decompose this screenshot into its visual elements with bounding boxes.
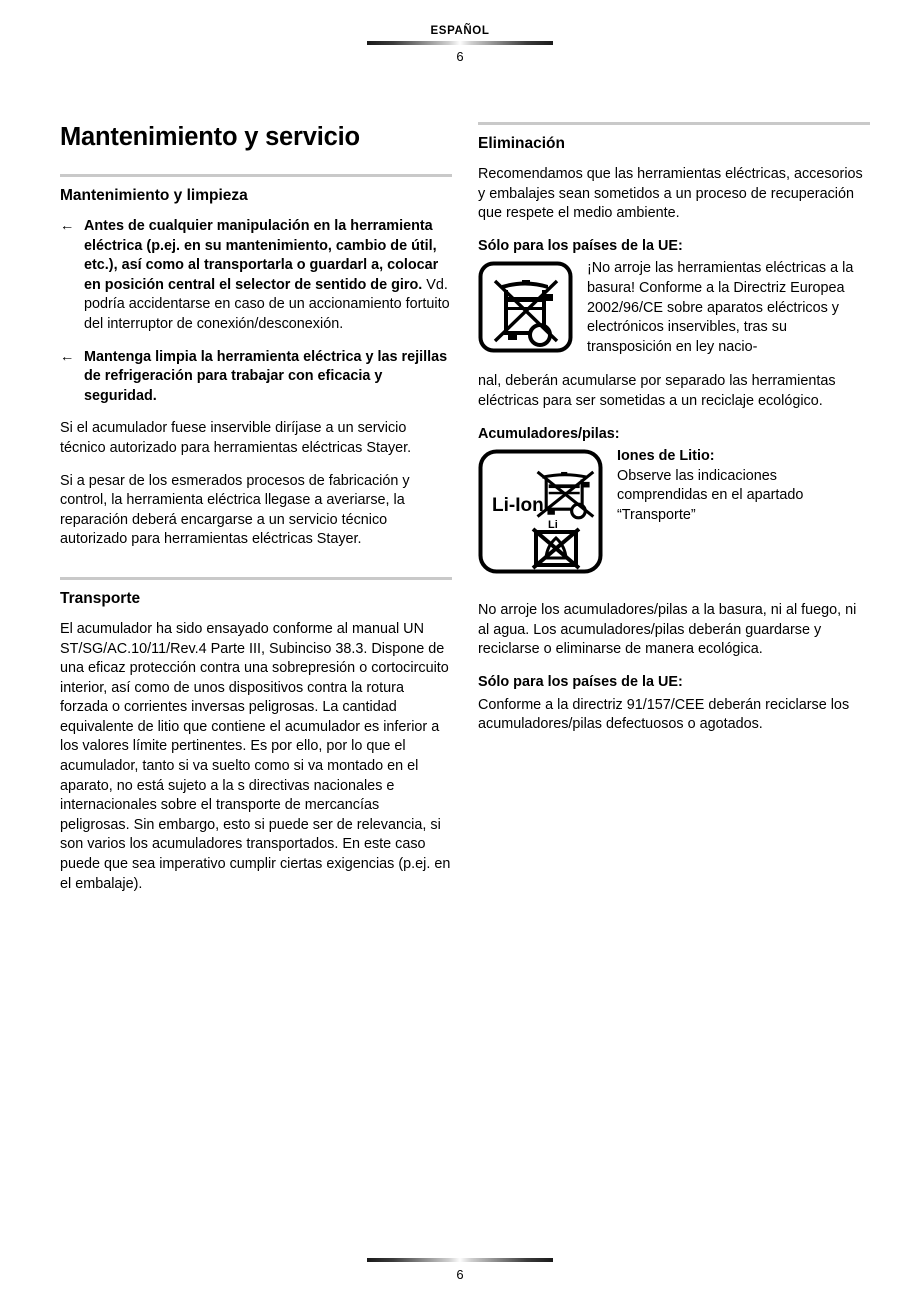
- paragraph-no-arroje: No arroje los acumuladores/pilas a la basura, ni al fuego, ni al agua. Los acumuladores/pilas deberán guardarse y reciclarse o eliminarse de manera ecológica.: [478, 602, 857, 658]
- li-ion-battery-disposal-icon: [478, 449, 603, 574]
- paragraph-eliminacion-intro: Recomendamos que las herramientas eléctricas, accesorios y embalajes sean sometidos a un proceso de recuperación que respete el medio ambiente.: [478, 166, 863, 222]
- subheading-solo-ue-pilas: Sólo para los países de la UE:: [478, 673, 683, 690]
- section-rule-transporte: [60, 577, 452, 580]
- weee-notice-block: [478, 259, 870, 360]
- paragraph-service-acumulador: Si el acumulador fuese inservible diríjase a un servicio técnico autorizado para herramientas eléctricas Stayer.: [60, 420, 412, 456]
- footer-rule: [367, 1258, 553, 1262]
- header-page-number: 6: [456, 49, 464, 64]
- list-item: [60, 217, 452, 335]
- arrow-left-icon: ←: [60, 218, 75, 234]
- section-rule-eliminacion: [478, 122, 870, 125]
- running-head: [0, 24, 920, 65]
- list-item-rest: Vd. podría accidentarse en caso de un accionamiento fortuito del interruptor de conexión/desconexión.: [84, 276, 450, 332]
- right-column: [478, 122, 870, 748]
- paragraph-service-reparacion: Si a pesar de los esmerados procesos de fabricación y control, la herramienta eléctrica llegase a averiarse, la reparación deberá encargarse a un servicio técnico autorizado para herramientas eléctricas Stayer.: [60, 472, 410, 548]
- page-title: Mantenimiento y servicio: [60, 123, 360, 151]
- heading-transporte: Transporte: [60, 589, 141, 607]
- liion-bin-sublabel: Li: [548, 519, 558, 532]
- header-rule: [367, 41, 553, 45]
- list-item-lead: Mantenga limpia la herramienta eléctrica y las rejillas de refrigeración para trabajar con eficacia y seguridad.: [84, 348, 448, 404]
- spacer: [478, 593, 870, 601]
- svg-text:Li-Ion: Li-Ion: [492, 495, 544, 517]
- heading-mantenimiento-limpieza: Mantenimiento y limpieza: [60, 187, 248, 204]
- crossed-out-wheelie-bin-icon: [478, 261, 573, 353]
- liion-title: Iones de Litio:: [617, 448, 715, 465]
- paragraph-transporte: El acumulador ha sido ensayado conforme al manual UN ST/SG/AC.10/11/Rev.4 Parte III, Subinciso 38.3. Dispone de una eficaz protección contra una sobrepresión o cortocircuito interior, así como de unos dispositivos contra la rotura forzada o corrientes inversas peligrosas. La cantidad equivalente de litio que contiene el acumulador es inferior a los valores límite pertinentes. Es por ello, por lo que el acumulador, tanto si va suelto como si va montado en el aparato, no está sujeto a la s directivas nacionales e internacionales sobre el transporte de mercancías peligrosas. Sin embargo, esto si puede ser de relevancia, si son varios los acumuladores transportados. En este caso puede que sea imperativo cumplir ciertas exigencias (p.ej. en el embalaje).: [60, 620, 451, 892]
- liion-text: Observe las indicaciones comprendidas en el apartado “Transporte”: [617, 467, 804, 523]
- list-item-text: [84, 217, 452, 335]
- weee-icon: [478, 261, 573, 358]
- page-footer: [0, 1255, 920, 1283]
- spacer: [60, 563, 452, 577]
- arrow-left-icon: ←: [60, 348, 75, 365]
- footer-page-number: 6: [456, 1267, 464, 1282]
- subheading-solo-ue-equipos: Sólo para los países de la UE:: [478, 237, 683, 254]
- section-rule-maintenance: [60, 174, 452, 177]
- list-item-text: [84, 348, 452, 407]
- liion-notice-block: [478, 447, 870, 581]
- heading-eliminacion: Eliminación: [478, 135, 565, 152]
- running-head-language: ESPAÑOL: [430, 25, 490, 37]
- paragraph-directriz-91-157: Conforme a la directriz 91/157/CEE deberán reciclarse los acumuladores/pilas defectuosos o agotados.: [478, 696, 850, 733]
- list-item-lead: Antes de cualquier manipulación en la herramienta eléctrica (p.ej. en su mantenimiento, cambio de útil, etc.), así como al transportarla o guardarl a, colocar en posición central el selector de sentido de giro.: [84, 218, 439, 293]
- list-item: [60, 348, 452, 407]
- subheading-acumuladores-pilas: Acumuladores/pilas:: [478, 425, 620, 442]
- left-column: [60, 122, 452, 907]
- liion-icon: [478, 449, 603, 579]
- weee-text: ¡No arroje las herramientas eléctricas a la basura! Conforme a la Directriz Europea 2002/96/CE sobre aparatos eléctricos y electrónicos inservibles, tras su transposición en ley nacio-: [587, 260, 854, 355]
- weee-text-continued: nal, deberán acumularse por separado las herramientas eléctricas para ser sometidas a un reciclaje ecológico.: [478, 373, 836, 409]
